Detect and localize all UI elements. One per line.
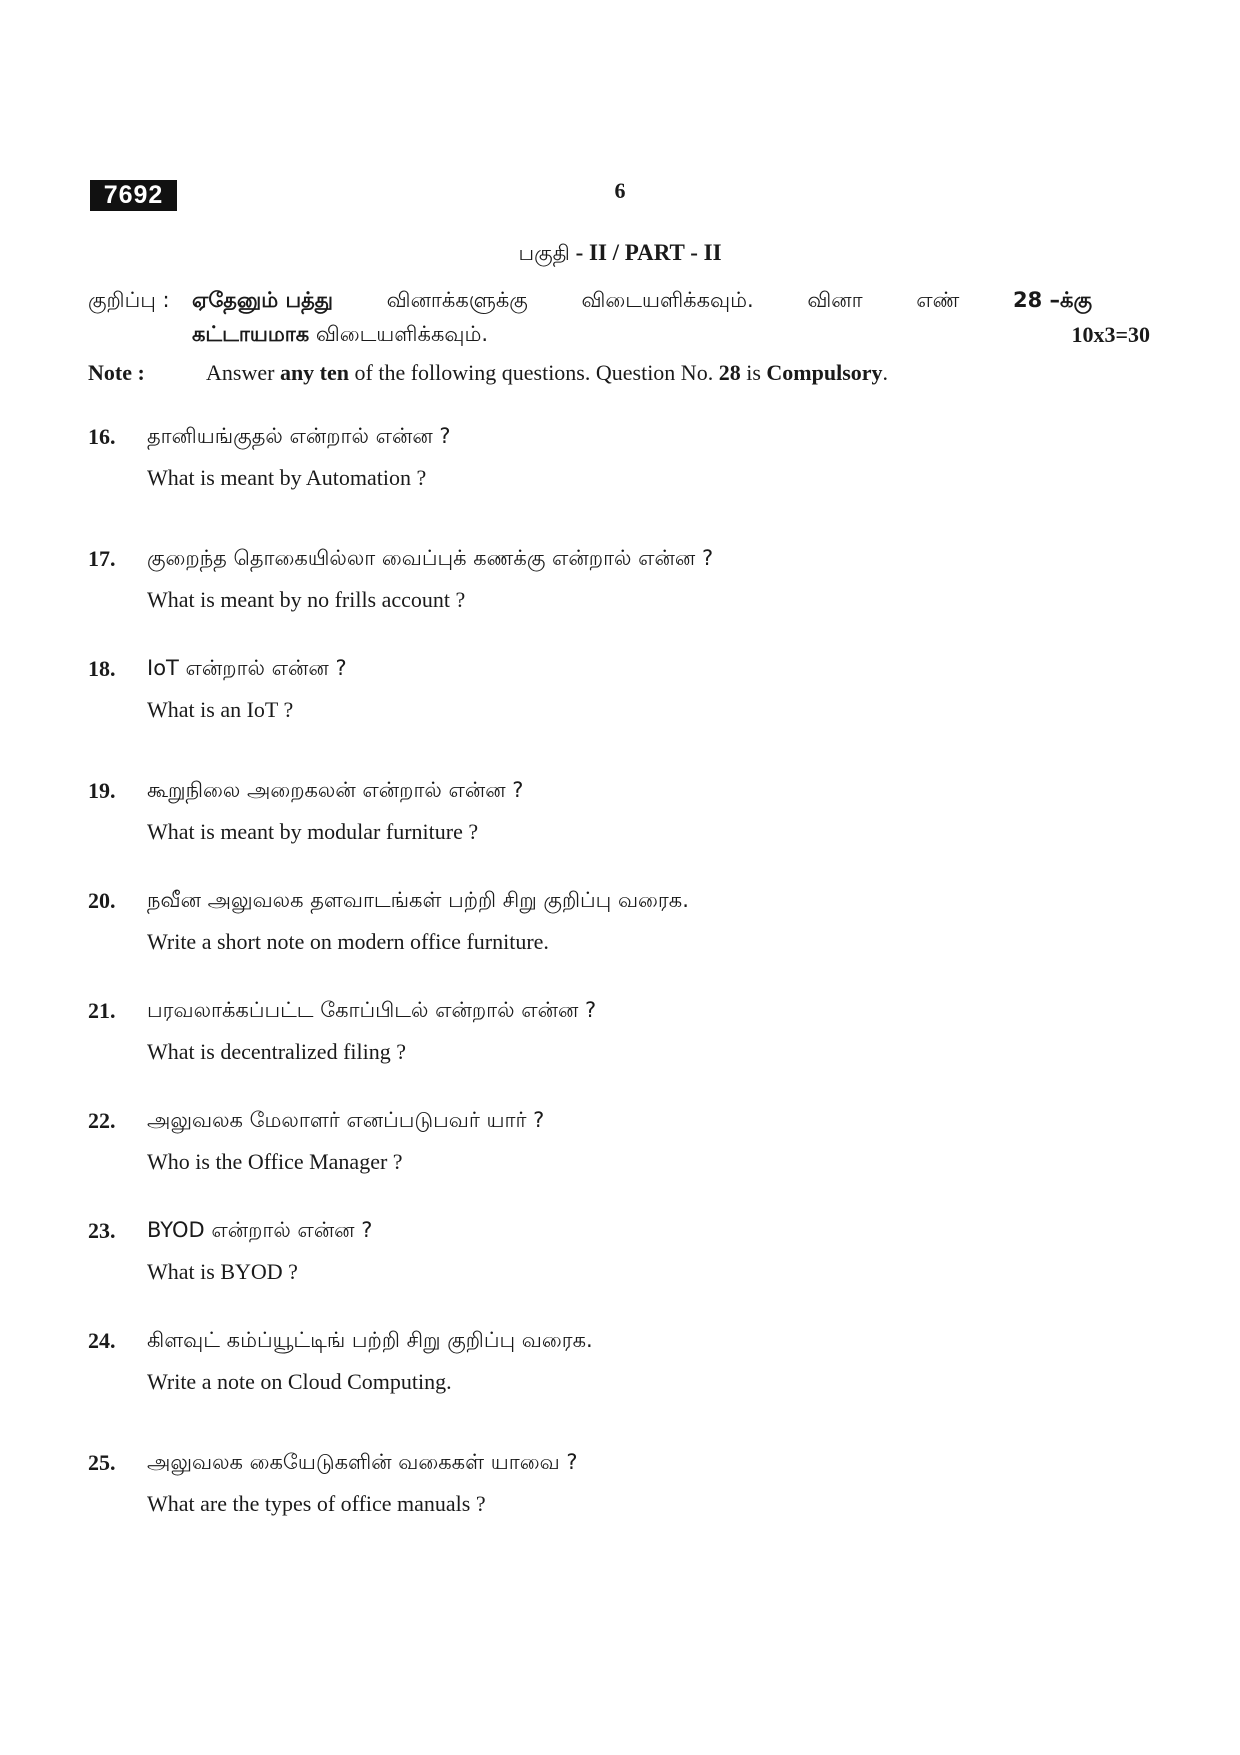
- question-number: 22.: [88, 1108, 116, 1133]
- note-tamil-word: விடையளிக்கவும்.: [581, 288, 754, 312]
- question-tamil: அலுவலக மேலாளர் எனப்படுபவர் யார் ?: [147, 1108, 545, 1132]
- marks-total: 10x3=30: [1071, 322, 1150, 347]
- question-english: Write a short note on modern office furniture.: [147, 929, 549, 954]
- part-title-rest: - II / PART - II: [569, 240, 722, 265]
- note-english-bold: any ten: [279, 360, 349, 385]
- part-title: [400, 240, 840, 268]
- question-tamil: நவீன அலுவலக தளவாடங்கள் பற்றி சிறு குறிப்பு வரைக.: [147, 888, 689, 912]
- question-number: 21.: [88, 998, 116, 1023]
- note-tamil-word: ஏதேனும் பத்து: [192, 288, 334, 312]
- note-english-part: .: [882, 360, 889, 385]
- question-english: What is meant by Automation ?: [147, 465, 427, 490]
- note-english-label: Note :: [88, 360, 145, 385]
- note-tamil-word: வினா: [807, 288, 863, 312]
- note-english-part: Answer: [206, 360, 280, 385]
- paper-code-badge: 7692: [90, 180, 177, 211]
- question-english: What is meant by modular furniture ?: [147, 819, 479, 844]
- question-tamil: தானியங்குதல் என்றால் என்ன ?: [147, 424, 451, 448]
- question-number: 25.: [88, 1450, 116, 1475]
- note-english-bold: Compulsory: [766, 360, 883, 385]
- page-number: 6: [614, 178, 626, 203]
- note-tamil-line2-rest: விடையளிக்கவும்.: [309, 322, 489, 346]
- note-english-part: of the following questions. Question No.: [349, 360, 719, 385]
- question-english: What is meant by no frills account ?: [147, 587, 466, 612]
- question-tamil: கிளவுட் கம்ப்யூட்டிங் பற்றி சிறு குறிப்பு வரைக.: [147, 1328, 593, 1352]
- question-number: 20.: [88, 888, 116, 913]
- question-tamil: பரவலாக்கப்பட்ட கோப்பிடல் என்றால் என்ன ?: [147, 998, 597, 1022]
- question-english: Who is the Office Manager ?: [147, 1149, 403, 1174]
- question-english: What are the types of office manuals ?: [147, 1491, 486, 1516]
- question-tamil: IoT என்றால் என்ன ?: [147, 656, 347, 680]
- question-number: 16.: [88, 424, 116, 449]
- question-tamil: அலுவலக கையேடுகளின் வகைகள் யாவை ?: [147, 1450, 578, 1474]
- note-tamil-label: குறிப்பு :: [88, 288, 170, 312]
- note-tamil-word: எண்: [916, 288, 960, 312]
- note-english-text: [206, 360, 888, 386]
- question-english: What is an IoT ?: [147, 697, 294, 722]
- question-number: 24.: [88, 1328, 116, 1353]
- note-english-bold: 28: [718, 360, 741, 385]
- question-number: 18.: [88, 656, 116, 681]
- note-tamil-compulsory: கட்டாயமாக: [192, 322, 310, 346]
- note-tamil-word: 28 –க்கு: [1012, 288, 1092, 312]
- question-english: Write a note on Cloud Computing.: [147, 1369, 452, 1394]
- note-tamil-word: வினாக்களுக்கு: [386, 288, 528, 312]
- question-number: 19.: [88, 778, 116, 803]
- question-tamil: கூறுநிலை அறைகலன் என்றால் என்ன ?: [147, 778, 524, 802]
- part-title-tamil: பகுதி: [518, 241, 570, 265]
- question-number: 23.: [88, 1218, 116, 1243]
- question-english: What is BYOD ?: [147, 1259, 298, 1284]
- note-english-part: is: [740, 360, 767, 385]
- question-tamil: BYOD என்றால் என்ன ?: [147, 1218, 373, 1242]
- note-tamil-line1: [192, 288, 1092, 315]
- question-tamil: குறைந்த தொகையில்லா வைப்புக் கணக்கு என்றால் என்ன ?: [147, 546, 714, 570]
- question-english: What is decentralized filing ?: [147, 1039, 406, 1064]
- note-tamil-line2: [192, 322, 488, 349]
- question-number: 17.: [88, 546, 116, 571]
